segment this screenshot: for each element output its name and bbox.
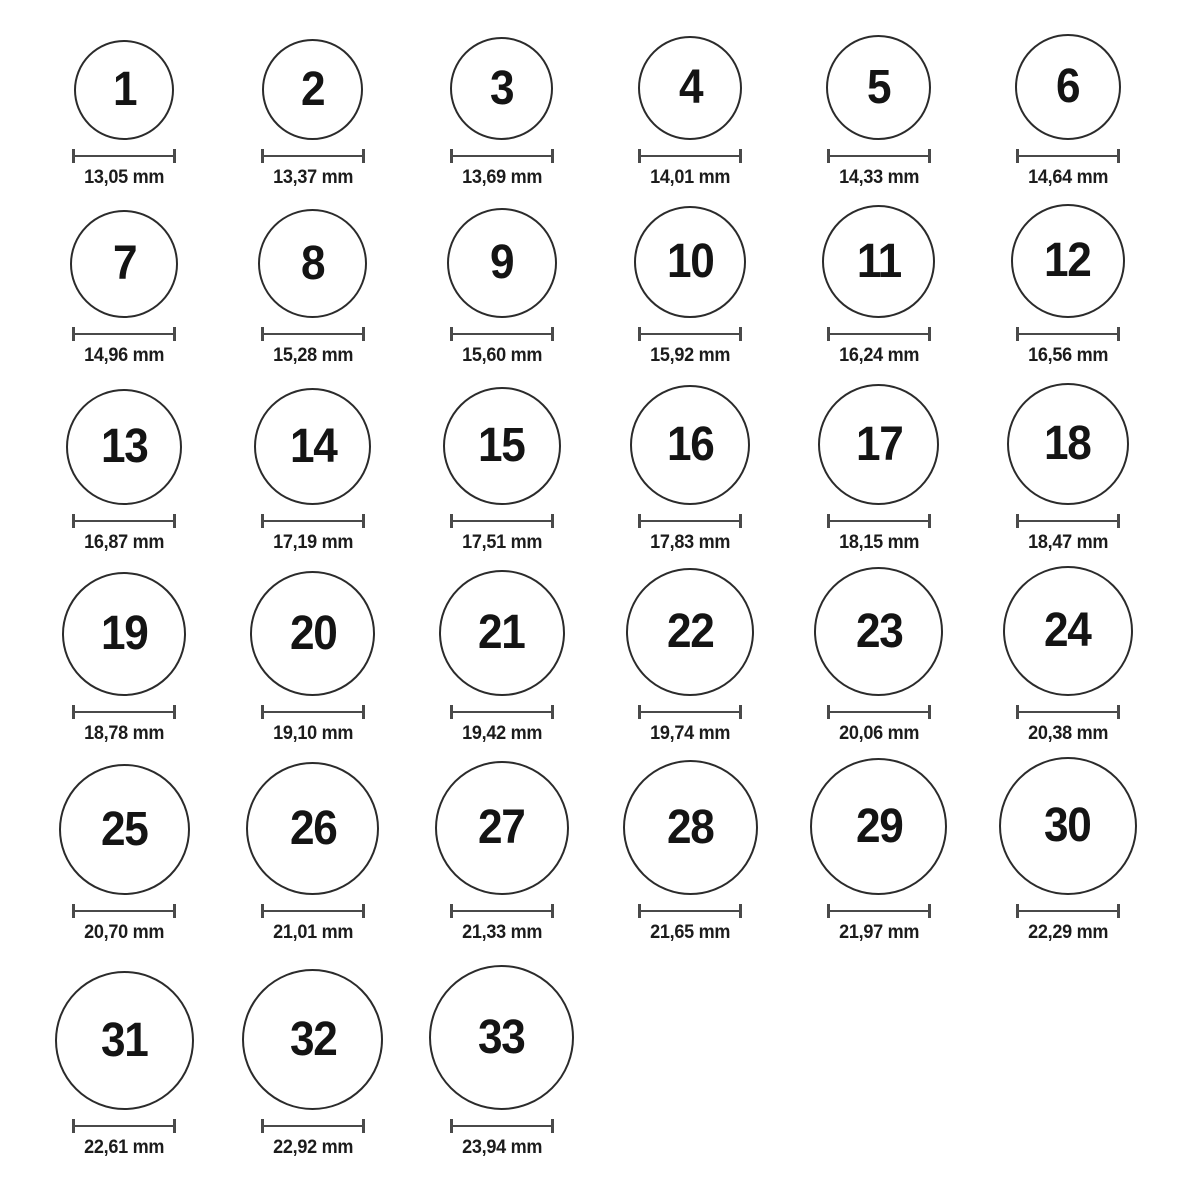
line-endcap-right — [928, 149, 931, 163]
diameter-label: 18,15 mm — [838, 532, 919, 553]
line-bar — [639, 155, 741, 158]
chart-row — [30, 562, 1162, 756]
ring-size-cell — [785, 567, 974, 756]
diameter-line — [638, 705, 742, 719]
diameter-label: 17,51 mm — [461, 532, 542, 553]
line-endcap-right — [362, 327, 365, 341]
line-bar — [262, 520, 364, 523]
diameter-line — [450, 327, 554, 341]
chart-row — [30, 756, 1162, 956]
ring-circle — [810, 758, 947, 895]
ring-circle — [630, 385, 750, 505]
diameter-line — [450, 514, 554, 528]
ring-size-cell — [785, 384, 974, 562]
diameter-line — [261, 514, 365, 528]
line-bar — [451, 711, 553, 714]
diameter-label: 21,01 mm — [272, 922, 353, 943]
diameter-label: 21,65 mm — [650, 922, 731, 943]
ring-size-number: 27 — [478, 801, 525, 854]
ring-size-cell — [973, 566, 1162, 756]
ring-size-cell — [407, 761, 596, 956]
line-bar — [73, 910, 175, 913]
ring-size-cell — [973, 383, 1162, 562]
ring-size-cell — [30, 764, 219, 956]
chart-row — [30, 374, 1162, 562]
line-bar — [639, 910, 741, 913]
line-endcap-right — [173, 149, 176, 163]
diameter-line — [261, 705, 365, 719]
line-bar — [639, 333, 741, 336]
diameter-line — [261, 149, 365, 163]
line-endcap-right — [173, 1119, 176, 1133]
diameter-label: 15,28 mm — [272, 345, 353, 366]
ring-circle — [258, 209, 367, 318]
ring-circle — [826, 35, 931, 140]
diameter-label: 20,06 mm — [838, 723, 919, 744]
line-endcap-right — [173, 327, 176, 341]
line-endcap-right — [551, 705, 554, 719]
ring-size-cell — [785, 205, 974, 374]
ring-size-number: 7 — [112, 237, 136, 290]
ring-size-cell — [973, 757, 1162, 956]
ring-circle — [814, 567, 943, 696]
ring-size-number: 26 — [289, 801, 337, 855]
ring-size-number: 29 — [855, 799, 903, 853]
diameter-line — [1016, 705, 1120, 719]
diameter-line — [450, 149, 554, 163]
diameter-line — [261, 327, 365, 341]
ring-size-cell — [407, 965, 596, 1172]
ring-size-number: 20 — [289, 606, 337, 660]
line-bar — [262, 333, 364, 336]
ring-circle — [246, 762, 379, 895]
ring-circle — [262, 39, 363, 140]
ring-size-cell — [973, 34, 1162, 196]
line-endcap-right — [1117, 904, 1120, 918]
ring-size-number: 4 — [678, 61, 702, 114]
diameter-line — [827, 149, 931, 163]
line-bar — [73, 1125, 175, 1128]
ring-size-cell — [596, 568, 785, 756]
line-bar — [1017, 910, 1119, 913]
ring-size-number: 6 — [1056, 60, 1080, 113]
diameter-label: 22,61 mm — [84, 1137, 165, 1158]
line-endcap-right — [739, 514, 742, 528]
ring-size-cell — [785, 758, 974, 956]
ring-circle — [242, 969, 383, 1110]
ring-size-cell — [219, 39, 408, 196]
diameter-label: 21,33 mm — [461, 922, 542, 943]
chart-row — [30, 0, 1162, 196]
line-endcap-right — [173, 904, 176, 918]
line-bar — [262, 155, 364, 158]
ring-circle — [435, 761, 569, 895]
line-endcap-right — [551, 1119, 554, 1133]
ring-size-cell — [407, 208, 596, 374]
line-endcap-right — [362, 705, 365, 719]
diameter-label: 20,70 mm — [84, 922, 165, 943]
line-endcap-right — [362, 514, 365, 528]
diameter-label: 16,56 mm — [1027, 345, 1108, 366]
diameter-line — [450, 904, 554, 918]
diameter-line — [1016, 149, 1120, 163]
ring-size-cell — [407, 570, 596, 756]
diameter-line — [261, 1119, 365, 1133]
line-bar — [828, 520, 930, 523]
ring-size-number: 16 — [667, 418, 714, 471]
diameter-label: 19,74 mm — [650, 723, 731, 744]
ring-size-number: 24 — [1044, 604, 1091, 657]
diameter-label: 16,87 mm — [84, 532, 165, 553]
ring-size-cell — [219, 209, 408, 374]
ring-circle — [254, 388, 371, 505]
ring-circle — [1011, 204, 1125, 318]
line-bar — [451, 520, 553, 523]
chart-row — [30, 956, 1162, 1172]
line-bar — [262, 1125, 364, 1128]
line-endcap-right — [362, 904, 365, 918]
ring-size-cell — [30, 971, 219, 1172]
diameter-line — [72, 514, 176, 528]
ring-circle — [1003, 566, 1133, 696]
line-bar — [639, 711, 741, 714]
ring-size-number: 21 — [478, 606, 525, 659]
diameter-line — [450, 1119, 554, 1133]
diameter-label: 19,10 mm — [272, 723, 353, 744]
line-bar — [828, 155, 930, 158]
line-bar — [262, 910, 364, 913]
diameter-line — [638, 514, 742, 528]
line-bar — [828, 711, 930, 714]
ring-size-number: 8 — [301, 236, 325, 290]
diameter-label: 15,60 mm — [461, 345, 542, 366]
ring-size-number: 15 — [478, 419, 525, 472]
ring-size-number: 5 — [867, 60, 891, 114]
ring-circle — [626, 568, 754, 696]
ring-circle — [447, 208, 557, 318]
diameter-label: 14,96 mm — [84, 345, 165, 366]
ring-size-cell — [30, 210, 219, 374]
line-endcap-right — [551, 904, 554, 918]
ring-size-cell — [30, 572, 219, 756]
line-endcap-right — [739, 327, 742, 341]
diameter-line — [638, 904, 742, 918]
diameter-line — [261, 904, 365, 918]
diameter-label: 14,01 mm — [650, 167, 731, 188]
ring-circle — [59, 764, 190, 895]
ring-size-cell — [30, 40, 219, 196]
diameter-label: 18,47 mm — [1027, 532, 1108, 553]
line-bar — [73, 520, 175, 523]
diameter-line — [72, 904, 176, 918]
diameter-line — [1016, 514, 1120, 528]
ring-size-cell — [30, 389, 219, 562]
diameter-line — [72, 1119, 176, 1133]
ring-size-number: 31 — [101, 1013, 148, 1067]
line-bar — [451, 1125, 553, 1128]
ring-size-number: 13 — [101, 420, 148, 473]
ring-circle — [634, 206, 746, 318]
diameter-line — [827, 327, 931, 341]
line-bar — [73, 155, 175, 158]
line-bar — [1017, 333, 1119, 336]
ring-size-number: 30 — [1044, 799, 1091, 852]
line-endcap-right — [928, 327, 931, 341]
line-endcap-right — [1117, 514, 1120, 528]
ring-size-number: 12 — [1044, 234, 1091, 287]
ring-size-number: 19 — [101, 607, 148, 660]
line-endcap-right — [739, 149, 742, 163]
line-endcap-right — [551, 327, 554, 341]
line-bar — [73, 711, 175, 714]
line-endcap-right — [551, 149, 554, 163]
ring-size-cell — [596, 206, 785, 374]
diameter-label: 17,19 mm — [272, 532, 353, 553]
line-endcap-right — [739, 904, 742, 918]
diameter-label: 18,78 mm — [84, 723, 165, 744]
line-endcap-right — [928, 904, 931, 918]
line-endcap-right — [362, 149, 365, 163]
diameter-label: 20,38 mm — [1027, 723, 1108, 744]
diameter-label: 16,24 mm — [838, 345, 919, 366]
line-endcap-right — [928, 514, 931, 528]
diameter-line — [827, 514, 931, 528]
line-bar — [1017, 520, 1119, 523]
diameter-line — [1016, 904, 1120, 918]
line-endcap-right — [362, 1119, 365, 1133]
diameter-label: 13,69 mm — [461, 167, 542, 188]
ring-size-number: 22 — [667, 605, 714, 658]
ring-size-number: 9 — [490, 236, 514, 289]
line-bar — [1017, 155, 1119, 158]
diameter-label: 21,97 mm — [838, 922, 919, 943]
line-bar — [451, 333, 553, 336]
line-endcap-right — [173, 514, 176, 528]
ring-size-number: 23 — [855, 604, 903, 658]
ring-circle — [638, 36, 742, 140]
ring-size-number: 11 — [857, 234, 901, 288]
ring-size-number: 28 — [667, 800, 714, 854]
ring-circle — [999, 757, 1137, 895]
line-bar — [1017, 711, 1119, 714]
diameter-line — [827, 904, 931, 918]
ring-circle — [55, 971, 194, 1110]
line-bar — [451, 155, 553, 158]
diameter-line — [638, 149, 742, 163]
diameter-label: 13,37 mm — [272, 167, 353, 188]
ring-size-number: 2 — [301, 62, 325, 116]
diameter-line — [827, 705, 931, 719]
ring-circle — [450, 37, 553, 140]
ring-size-number: 25 — [101, 802, 148, 856]
ring-circle — [1015, 34, 1121, 140]
diameter-label: 19,42 mm — [461, 723, 542, 744]
line-endcap-right — [928, 705, 931, 719]
ring-size-cell — [596, 385, 785, 562]
ring-size-cell — [407, 37, 596, 196]
ring-size-number: 14 — [289, 419, 337, 473]
ring-size-cell — [407, 387, 596, 562]
diameter-line — [638, 327, 742, 341]
ring-size-number: 10 — [667, 235, 714, 288]
ring-circle — [1007, 383, 1129, 505]
ring-size-cell — [219, 762, 408, 956]
ring-size-cell — [596, 760, 785, 956]
ring-circle — [439, 570, 565, 696]
ring-size-cell — [219, 571, 408, 756]
ring-circle — [623, 760, 758, 895]
diameter-line — [72, 705, 176, 719]
chart-row — [30, 196, 1162, 374]
line-bar — [639, 520, 741, 523]
ring-size-cell — [596, 36, 785, 196]
ring-size-number: 33 — [478, 1010, 525, 1064]
line-bar — [451, 910, 553, 913]
ring-circle — [250, 571, 375, 696]
line-bar — [828, 333, 930, 336]
ring-circle — [818, 384, 939, 505]
diameter-label: 15,92 mm — [650, 345, 731, 366]
line-bar — [828, 910, 930, 913]
ring-size-cell — [973, 204, 1162, 374]
ring-size-number: 18 — [1044, 417, 1091, 470]
diameter-line — [72, 149, 176, 163]
diameter-label: 22,29 mm — [1027, 922, 1108, 943]
ring-size-cell — [219, 969, 408, 1172]
ring-circle — [822, 205, 935, 318]
diameter-label: 14,64 mm — [1027, 167, 1108, 188]
ring-circle — [74, 40, 174, 140]
ring-circle — [70, 210, 178, 318]
line-endcap-right — [739, 705, 742, 719]
ring-size-number: 1 — [112, 63, 136, 116]
line-endcap-right — [173, 705, 176, 719]
ring-size-cell — [219, 388, 408, 562]
diameter-label: 17,83 mm — [650, 532, 731, 553]
line-endcap-right — [1117, 327, 1120, 341]
diameter-line — [1016, 327, 1120, 341]
ring-size-number: 32 — [289, 1012, 337, 1066]
diameter-label: 23,94 mm — [461, 1137, 542, 1158]
ring-circle — [443, 387, 561, 505]
ring-size-number: 17 — [855, 417, 903, 471]
line-bar — [73, 333, 175, 336]
line-bar — [262, 711, 364, 714]
diameter-label: 22,92 mm — [272, 1137, 353, 1158]
ring-size-cell — [785, 35, 974, 196]
diameter-label: 14,33 mm — [838, 167, 919, 188]
ring-size-number: 3 — [490, 61, 514, 115]
ring-circle — [62, 572, 186, 696]
ring-circle — [429, 965, 574, 1110]
diameter-label: 13,05 mm — [84, 167, 165, 188]
line-endcap-right — [1117, 705, 1120, 719]
ring-circle — [66, 389, 182, 505]
line-endcap-right — [1117, 149, 1120, 163]
diameter-line — [72, 327, 176, 341]
diameter-line — [450, 705, 554, 719]
line-endcap-right — [551, 514, 554, 528]
